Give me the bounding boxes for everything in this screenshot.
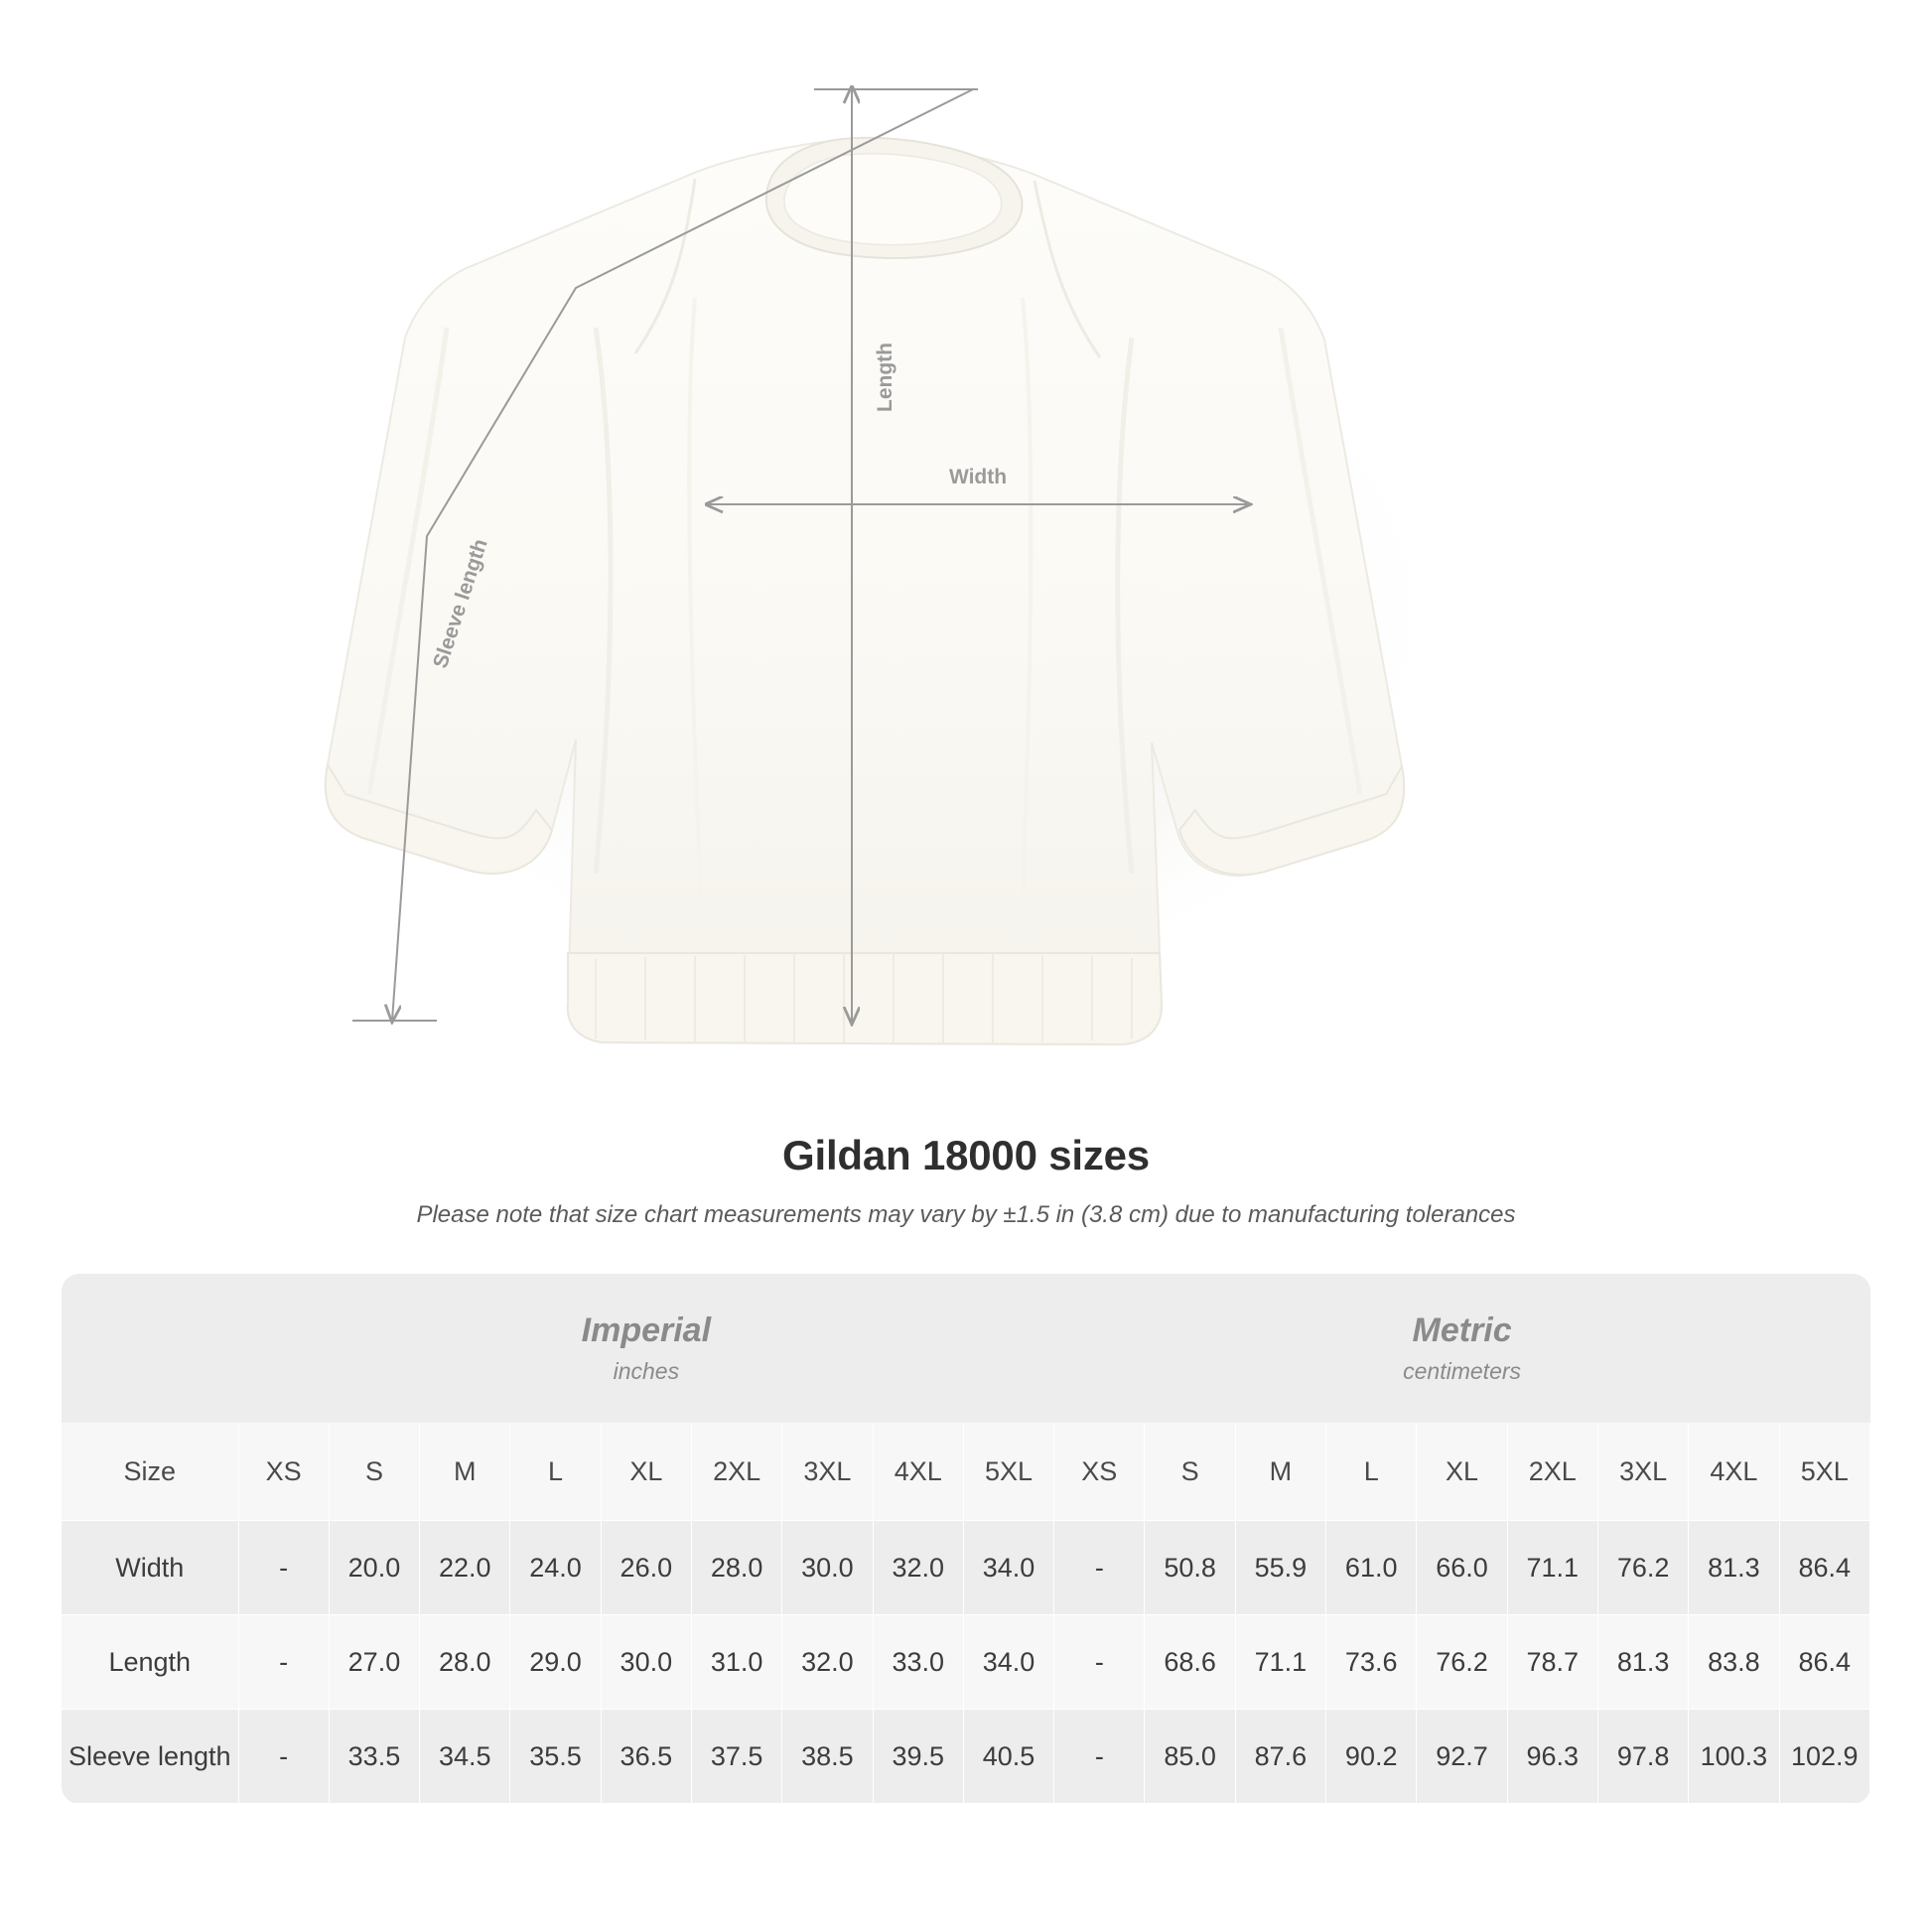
size-header-metric-5xl: 5XL [1779,1423,1869,1521]
cell-width-metric-3xl: 76.2 [1597,1521,1688,1615]
cell-length-imperial-m: 28.0 [420,1615,510,1710]
cell-length-metric-s: 68.6 [1145,1615,1235,1710]
cell-sleeve-imperial-xs: - [238,1710,329,1804]
size-header-imperial-l: L [510,1423,601,1521]
row-label-sleeve-length: Sleeve length [62,1710,238,1804]
page-title: Gildan 18000 sizes [782,1132,1150,1178]
table-row [62,1521,1870,1615]
cell-length-imperial-s: 27.0 [329,1615,419,1710]
unit-header-row [62,1274,1870,1423]
title-block [0,1132,1932,1229]
cell-sleeve-metric-4xl: 100.3 [1689,1710,1779,1804]
cell-width-imperial-l: 24.0 [510,1521,601,1615]
unit-sub-metric: centimeters [1403,1358,1522,1384]
cell-length-metric-l: 73.6 [1326,1615,1417,1710]
cell-length-imperial-5xl: 34.0 [963,1615,1053,1710]
cell-sleeve-imperial-l: 35.5 [510,1710,601,1804]
cell-sleeve-metric-xl: 92.7 [1417,1710,1507,1804]
unit-name-imperial: Imperial [581,1311,712,1349]
size-header-row [62,1423,1870,1521]
size-header-metric-4xl: 4XL [1689,1423,1779,1521]
cell-length-imperial-l: 29.0 [510,1615,601,1710]
cell-width-imperial-2xl: 28.0 [691,1521,781,1615]
cell-width-metric-l: 61.0 [1326,1521,1417,1615]
unit-sub-imperial: inches [613,1358,680,1384]
row-label-width: Width [62,1521,238,1615]
cell-length-imperial-xs: - [238,1615,329,1710]
size-header-label: Size [62,1423,238,1521]
cell-width-metric-2xl: 71.1 [1507,1521,1597,1615]
size-header-metric-xs: XS [1054,1423,1145,1521]
unit-header-metric [1054,1274,1870,1423]
size-header-imperial-5xl: 5XL [963,1423,1053,1521]
cell-length-metric-5xl: 86.4 [1779,1615,1869,1710]
size-header-imperial-xs: XS [238,1423,329,1521]
unit-name-metric: Metric [1412,1311,1512,1349]
cell-width-metric-s: 50.8 [1145,1521,1235,1615]
cell-width-metric-xl: 66.0 [1417,1521,1507,1615]
cell-width-imperial-s: 20.0 [329,1521,419,1615]
cell-width-metric-5xl: 86.4 [1779,1521,1869,1615]
cell-length-metric-m: 71.1 [1235,1615,1325,1710]
cell-width-imperial-4xl: 32.0 [873,1521,963,1615]
cell-width-metric-xs: - [1054,1521,1145,1615]
size-header-metric-2xl: 2XL [1507,1423,1597,1521]
cell-sleeve-imperial-3xl: 38.5 [782,1710,873,1804]
tolerance-note: Please note that size chart measurements may vary by ±1.5 in (3.8 cm) due to manufacturing tolerances [416,1201,1516,1228]
size-header-imperial-3xl: 3XL [782,1423,873,1521]
cell-width-imperial-xl: 26.0 [601,1521,691,1615]
cell-width-metric-4xl: 81.3 [1689,1521,1779,1615]
sleeve-length-label: Sleeve length [428,536,492,671]
cell-length-metric-2xl: 78.7 [1507,1615,1597,1710]
cell-width-imperial-m: 22.0 [420,1521,510,1615]
cell-sleeve-metric-5xl: 102.9 [1779,1710,1869,1804]
cell-sleeve-metric-xs: - [1054,1710,1145,1804]
cell-sleeve-imperial-s: 33.5 [329,1710,419,1804]
size-header-imperial-s: S [329,1423,419,1521]
cell-width-metric-m: 55.9 [1235,1521,1325,1615]
cell-length-metric-4xl: 83.8 [1689,1615,1779,1710]
table-row [62,1615,1870,1710]
length-label: Length [874,343,897,412]
row-label-length: Length [62,1615,238,1710]
cell-sleeve-imperial-2xl: 37.5 [691,1710,781,1804]
size-header-metric-xl: XL [1417,1423,1507,1521]
cell-sleeve-metric-3xl: 97.8 [1597,1710,1688,1804]
cell-length-metric-3xl: 81.3 [1597,1615,1688,1710]
cell-width-imperial-3xl: 30.0 [782,1521,873,1615]
cell-sleeve-imperial-4xl: 39.5 [873,1710,963,1804]
table-row [62,1710,1870,1804]
unit-header-spacer [62,1274,238,1423]
cell-sleeve-metric-s: 85.0 [1145,1710,1235,1804]
cell-length-metric-xs: - [1054,1615,1145,1710]
width-label: Width [948,466,1008,488]
cell-width-imperial-xs: - [238,1521,329,1615]
size-header-metric-m: M [1235,1423,1325,1521]
cell-sleeve-metric-2xl: 96.3 [1507,1710,1597,1804]
cell-length-imperial-3xl: 32.0 [782,1615,873,1710]
size-header-metric-l: L [1326,1423,1417,1521]
unit-header-imperial [238,1274,1054,1423]
cell-length-imperial-xl: 30.0 [601,1615,691,1710]
size-table [62,1274,1870,1804]
cell-sleeve-imperial-xl: 36.5 [601,1710,691,1804]
cell-sleeve-imperial-5xl: 40.5 [963,1710,1053,1804]
size-header-imperial-m: M [420,1423,510,1521]
cell-sleeve-metric-m: 87.6 [1235,1710,1325,1804]
cell-width-imperial-5xl: 34.0 [963,1521,1053,1615]
size-header-imperial-2xl: 2XL [691,1423,781,1521]
size-header-metric-s: S [1145,1423,1235,1521]
size-header-metric-3xl: 3XL [1597,1423,1688,1521]
size-header-imperial-4xl: 4XL [873,1423,963,1521]
cell-length-imperial-4xl: 33.0 [873,1615,963,1710]
cell-length-metric-xl: 76.2 [1417,1615,1507,1710]
size-table-wrapper [62,1274,1870,1804]
size-header-imperial-xl: XL [601,1423,691,1521]
cell-sleeve-imperial-m: 34.5 [420,1710,510,1804]
cell-sleeve-metric-l: 90.2 [1326,1710,1417,1804]
cell-length-imperial-2xl: 31.0 [691,1615,781,1710]
